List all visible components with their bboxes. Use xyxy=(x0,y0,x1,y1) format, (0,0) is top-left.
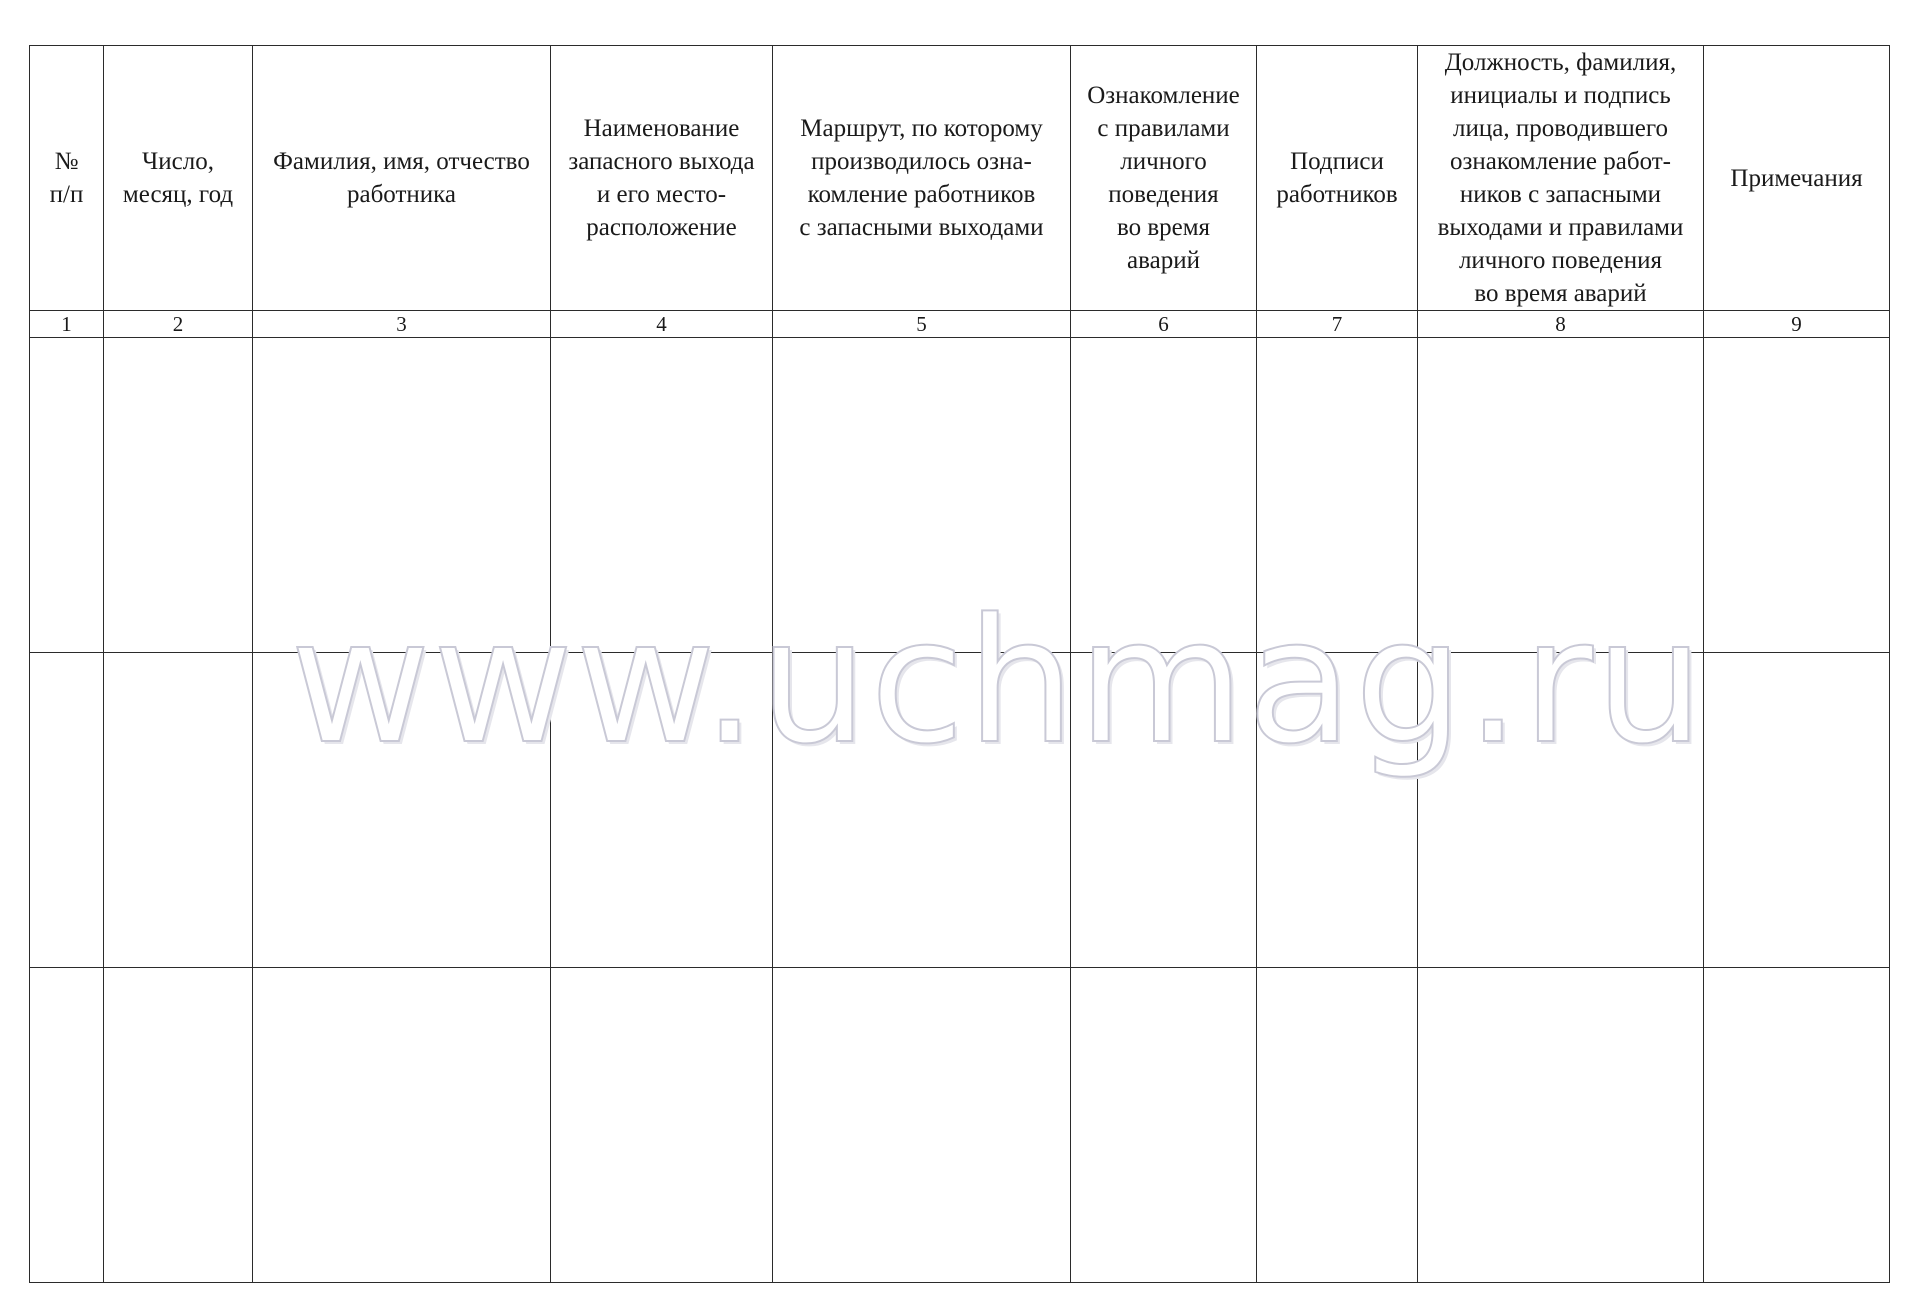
table-body xyxy=(30,338,1890,1283)
table-cell[interactable] xyxy=(104,338,253,653)
column-number: 6 xyxy=(1071,311,1257,338)
header-row xyxy=(30,46,1890,311)
journal-table xyxy=(29,45,1890,1283)
header-cell-employee-name xyxy=(253,46,551,311)
table-cell[interactable] xyxy=(1704,653,1890,968)
header-cell-route xyxy=(773,46,1071,311)
table-row xyxy=(30,338,1890,653)
header-cell-instructor xyxy=(1418,46,1704,311)
table-row xyxy=(30,653,1890,968)
table-row xyxy=(30,968,1890,1283)
column-number: 5 xyxy=(773,311,1071,338)
header-label: Маршрут, по которому производилось озна- комление работников с запасными выходами xyxy=(799,115,1044,241)
header-cell-signatures xyxy=(1257,46,1418,311)
table-cell[interactable] xyxy=(1071,653,1257,968)
header-label: Число, месяц, год xyxy=(122,148,234,208)
header-label: Подписи работников xyxy=(1276,148,1398,208)
column-number: 3 xyxy=(253,311,551,338)
header-label: Ознакомление с правилами личного поведения во время аварий xyxy=(1087,82,1240,274)
table-cell[interactable] xyxy=(30,338,104,653)
table-cell[interactable] xyxy=(30,653,104,968)
table-cell[interactable] xyxy=(1257,968,1418,1283)
table-cell[interactable] xyxy=(1418,338,1704,653)
header-label: № п/п xyxy=(49,148,84,208)
column-number: 2 xyxy=(104,311,253,338)
table-cell[interactable] xyxy=(773,338,1071,653)
header-cell-rules-briefing xyxy=(1071,46,1257,311)
table-cell[interactable] xyxy=(253,338,551,653)
header-label: Фамилия, имя, отчество работника xyxy=(273,148,530,208)
table-cell[interactable] xyxy=(253,653,551,968)
table-cell[interactable] xyxy=(1704,338,1890,653)
table-cell[interactable] xyxy=(551,338,773,653)
table-cell[interactable] xyxy=(773,653,1071,968)
column-number: 8 xyxy=(1418,311,1704,338)
table-cell[interactable] xyxy=(1071,338,1257,653)
column-number: 1 xyxy=(30,311,104,338)
table-cell[interactable] xyxy=(551,968,773,1283)
table-cell[interactable] xyxy=(1418,968,1704,1283)
header-cell-number xyxy=(30,46,104,311)
table-cell[interactable] xyxy=(773,968,1071,1283)
table-cell[interactable] xyxy=(551,653,773,968)
column-number-row xyxy=(30,311,1890,338)
header-label: Должность, фамилия, инициалы и подпись лица, проводившего ознакомление работ- ников с запасными выходами и правилами личного поведения во время аварий xyxy=(1437,49,1684,307)
table-cell[interactable] xyxy=(1071,968,1257,1283)
table-cell[interactable] xyxy=(104,968,253,1283)
table-cell[interactable] xyxy=(30,968,104,1283)
table-cell[interactable] xyxy=(1704,968,1890,1283)
table-cell[interactable] xyxy=(104,653,253,968)
column-number: 7 xyxy=(1257,311,1418,338)
header-cell-notes xyxy=(1704,46,1890,311)
header-label: Примечания xyxy=(1730,164,1863,192)
header-cell-date xyxy=(104,46,253,311)
column-number: 4 xyxy=(551,311,773,338)
column-number: 9 xyxy=(1704,311,1890,338)
header-label: Наименование запасного выхода и его место- расположение xyxy=(568,115,755,241)
watermark: www.uchmag.ru xyxy=(290,581,1707,782)
table-cell[interactable] xyxy=(1257,338,1418,653)
header-cell-exit-name xyxy=(551,46,773,311)
table-cell[interactable] xyxy=(253,968,551,1283)
table-cell[interactable] xyxy=(1418,653,1704,968)
table-cell[interactable] xyxy=(1257,653,1418,968)
